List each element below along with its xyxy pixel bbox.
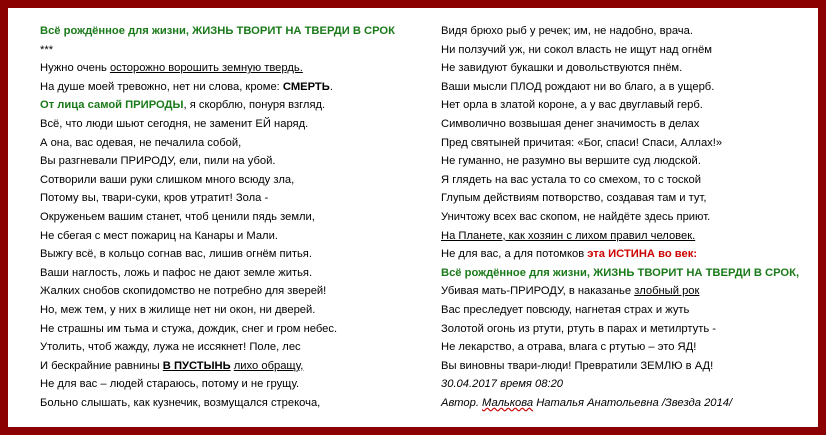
poem-text: эта ИСТИНА во век: (587, 248, 698, 261)
poem-line (441, 394, 799, 413)
poem-line (441, 134, 799, 153)
poem-text: . (329, 80, 333, 93)
poem-text: Малькова (482, 396, 534, 409)
poem-line (441, 338, 799, 357)
poem-text: Наталья Анатольевна /Звезда 2014/ (533, 396, 733, 409)
poem-text: Сотворили ваши руки слишком много всюду зла, (40, 173, 295, 186)
poem-line (40, 320, 395, 339)
poem-text: Ваши наглость, ложь и пафос не дают земле житья. (40, 266, 313, 279)
poem-line (441, 41, 799, 60)
poem-text: Автор. (441, 396, 483, 409)
poem-text: Ваши мысли ПЛОД рождают ни во благо, а в ущерб. (441, 80, 715, 93)
poem-line (441, 357, 799, 376)
poem-line (441, 282, 799, 301)
poem-line (441, 375, 799, 394)
poem-line (441, 96, 799, 115)
poem-text: Не завидуют букашки и довольствуются пнём. (441, 62, 683, 75)
poem-line (40, 227, 395, 246)
poem-text: Не лекарство, а отрава, влага с ртутью – это ЯД! (441, 341, 697, 354)
poem-text: Символично возвышая денег значимость в делах (441, 117, 700, 130)
poem-text: Не страшны им тьма и стужа, дождик, снег и гром небес. (40, 322, 338, 335)
poem-line (40, 134, 395, 153)
poem-text: Жалких снобов скопидомство не потребно для зверей! (40, 285, 327, 298)
poem-line (441, 320, 799, 339)
poem-line (441, 208, 799, 227)
poem-line (441, 171, 799, 190)
poem-text: Вы виновны твари-люди! Превратили ЗЕМЛЮ в АД! (441, 359, 714, 372)
poem-line (40, 208, 395, 227)
poem-text: Видя брюхо рыб у речек; им, не надобно, врача. (441, 25, 693, 37)
poem-text: 30.04.2017 время 08:20 (441, 378, 564, 391)
poem-text: Уничтожу всех вас скопом, не найдёте здесь приют. (441, 210, 711, 223)
poem-text: А она, вас одевая, не печалила собой, (40, 136, 242, 149)
poem-text: Утолить, чтоб жажду, лужа не иссякнет! Поле, лес (40, 341, 301, 354)
poem-line (40, 96, 395, 115)
poem-text: Нет орла в златой короне, а у вас двуглавый герб. (441, 99, 703, 112)
poem-text: Убивая мать-ПРИРОДУ, в наказанье (441, 285, 635, 298)
poem-text: *** (40, 43, 54, 56)
poem-line (441, 115, 799, 134)
poem-text: На душе моей тревожно, нет ни слова, кроме: (40, 80, 283, 93)
poem-line (441, 152, 799, 171)
poem-line (40, 338, 395, 357)
poem-line (441, 227, 799, 246)
poem-text: Вы разгневали ПРИРОДУ, ели, пили на убой. (40, 155, 276, 168)
poem-text: Выжгу всё, в кольцо согнав вас, лишив огнём питья. (40, 248, 312, 261)
poem-text: Окруженьем вашим станет, чтоб ценили пядь земли, (40, 210, 315, 223)
poem-line (40, 171, 395, 190)
poem-line (40, 245, 395, 264)
poem-text: Нужно очень (40, 62, 110, 75)
poem-left-column (40, 22, 395, 412)
poem-line (40, 152, 395, 171)
poem-text: лихо обращу, (233, 359, 304, 372)
poem-line (441, 22, 799, 41)
poem-line (40, 394, 395, 413)
poem-line (40, 301, 395, 320)
poem-right-column (441, 22, 799, 412)
poem-text: Глупым действиям потворство, создавая там и тут, (441, 192, 707, 205)
poem-text: Не сбегая с мест пожариц на Канары и Мали. (40, 229, 278, 242)
poem-text: Но, меж тем, у них в жилище нет ни окон, ни дверей. (40, 303, 316, 316)
poem-text: СМЕРТЬ (282, 80, 330, 93)
poem-line (441, 189, 799, 208)
poem-text: Не для вас, а для потомков (441, 248, 588, 261)
poem-text: Вас преследует повсюду, нагнетая страх и жуть (441, 303, 690, 316)
poem-line (40, 115, 395, 134)
poem-text: Не гуманно, не разумно вы вершите суд людской. (441, 155, 701, 168)
poem-line (40, 41, 395, 60)
poem-line (441, 264, 799, 283)
poem-text: Потому вы, твари-суки, кров утратит! Зола - (40, 192, 269, 205)
poem-line (441, 301, 799, 320)
poem-text: И бескрайние равнины (40, 359, 163, 372)
poem-line (40, 264, 395, 283)
poem-text: Я глядеть на вас устала то со смехом, то с тоской (441, 173, 702, 186)
poem-text: осторожно ворошить земную твердь. (109, 62, 303, 75)
poem-text: злобный рок (634, 285, 700, 298)
poem-text: Не для вас – людей стараюсь, потому и не грущу. (40, 378, 300, 391)
poem-text: В ПУСТЫНЬ (162, 359, 231, 372)
poem-line (441, 78, 799, 97)
poem-text: От лица самой ПРИРОДЫ (40, 99, 184, 112)
poem-line (441, 59, 799, 78)
poem-text: Всё, что люди шьют сегодня, не заменит ЕЙ наряд. (40, 117, 309, 130)
poem-line (40, 22, 395, 41)
poem-line (441, 245, 799, 264)
poem-line (40, 357, 395, 376)
poem-line (40, 59, 395, 78)
poem-text: Всё рождённое для жизни, ЖИЗНЬ ТВОРИТ НА ТВЕРДИ В СРОК, (441, 266, 800, 279)
poem-text: Всё рождённое для жизни, ЖИЗНЬ ТВОРИТ НА ТВЕРДИ В СРОК (40, 25, 395, 37)
poem-text: Золотой огонь из ртути, ртуть в парах и метилртуть - (441, 322, 716, 335)
poem-text: Больно слышать, как кузнечик, возмущался стрекоча, (40, 396, 321, 409)
poem-line (40, 375, 395, 394)
poem-line (40, 78, 395, 97)
poem-text: Пред святыней причитая: «Бог, спаси! Спаси, Аллах!» (441, 136, 723, 149)
poem-text: На Планете, как хозяин с лихом правил человек. (441, 229, 696, 242)
poem-text: , я скорблю, понуря взгляд. (183, 99, 326, 112)
poem-text: Ни ползучий уж, ни сокол власть не ищут над огнём (441, 43, 712, 56)
poem-line (40, 282, 395, 301)
poem-line (40, 189, 395, 208)
